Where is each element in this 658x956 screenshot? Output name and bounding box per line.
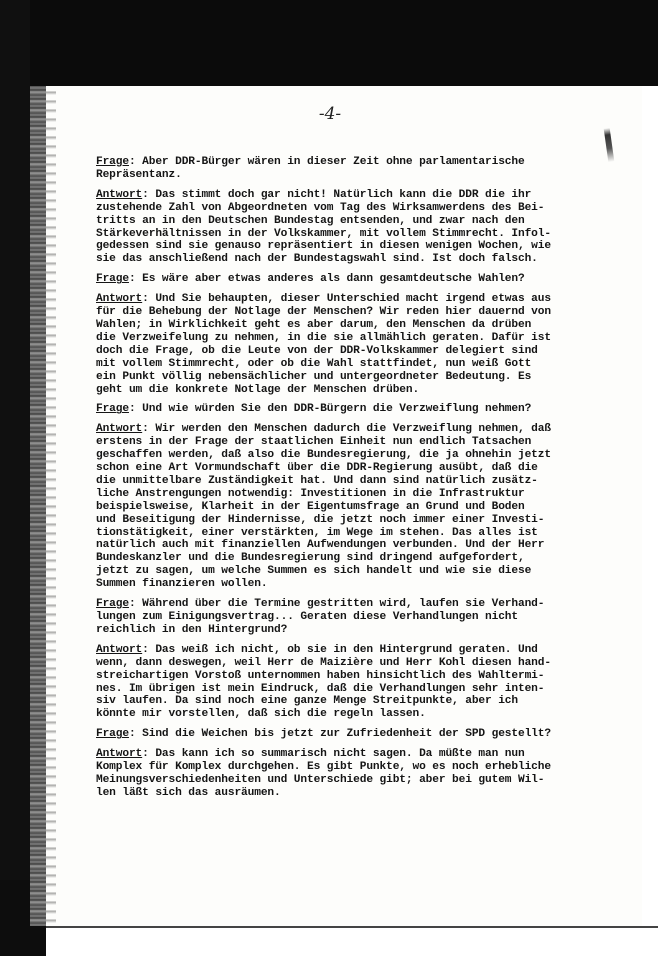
binding-shadow <box>46 86 56 926</box>
text-line <box>96 527 596 540</box>
interview-text <box>96 156 596 807</box>
line-text: gedessen sind sie genauso repräsentiert in diesen wenigen Wochen, wie <box>96 240 551 253</box>
text-line <box>96 403 596 416</box>
line-text: : Es wäre aber etwas anderes als dann gesamtdeutsche Wahlen? <box>128 273 525 286</box>
line-text: nes. Im übrigen ist mein Eindruck, daß die Verhandlungen sehr inten- <box>96 682 545 695</box>
text-line <box>96 475 596 488</box>
line-text: Stärkeverhältnissen in der Volkskammer, mit vollem Stimmrecht. Infol- <box>96 227 551 240</box>
line-text: : Und Sie behaupten, dieser Unterschied macht irgend etwas aus <box>142 293 551 306</box>
speaker-label: Antwort <box>96 293 143 306</box>
line-text: geschaffen werden, daß also die Bundesregierung, die ja ohnehin jetzt <box>96 449 551 462</box>
text-line <box>96 358 596 371</box>
line-text: zustehende Zahl von Abgeordneten vom Tag des Wirksamwerdens des Bei- <box>96 201 545 214</box>
speaker-label: Antwort <box>96 643 143 656</box>
text-line <box>96 657 596 670</box>
line-text: und Beseitigung der Hindernisse, die jetzt noch immer einer Investi- <box>96 513 545 526</box>
line-text: siv laufen. Da sind noch eine ganze Menge Streitpunkte, aber ich <box>96 695 518 708</box>
line-text: reichlich in den Hintergrund? <box>96 623 288 636</box>
text-line <box>96 462 596 475</box>
text-line <box>96 683 596 696</box>
text-line <box>96 345 596 358</box>
line-text: Meinungsverschiedenheiten und Unterschiede gibt; aber bei gutem Wil- <box>96 773 545 786</box>
text-line <box>96 436 596 449</box>
speaker-label: Antwort <box>96 423 143 436</box>
text-line <box>96 774 596 787</box>
text-line <box>96 189 596 202</box>
text-line <box>96 423 596 436</box>
line-text: : Das weiß ich nicht, ob sie in den Hintergrund geraten. Und <box>142 643 538 656</box>
line-text: Wahlen; in Wirklichkeit geht es aber darum, den Menschen da drüben <box>96 318 532 331</box>
question-block <box>96 156 596 182</box>
text-line <box>96 501 596 514</box>
scan-border-left <box>0 0 30 956</box>
text-line <box>96 449 596 462</box>
line-text: : Sind die Weichen bis jetzt zur Zufriedenheit der SPD gestellt? <box>128 728 551 741</box>
text-line <box>96 728 596 741</box>
text-line <box>96 306 596 319</box>
line-text: doch die Frage, ob die Leute von der DDR-Volkskammer delegiert sind <box>96 344 538 357</box>
line-text: liche Anstrengungen notwendig: Investitionen in die Infrastruktur <box>96 487 525 500</box>
text-line <box>96 384 596 397</box>
text-line <box>96 514 596 527</box>
line-text: Bundeskanzler und die Bundesregierung sind dringend aufgefordert, <box>96 552 525 565</box>
answer-block <box>96 423 596 591</box>
question-block <box>96 273 596 286</box>
text-line <box>96 319 596 332</box>
line-text: beispielsweise, Klarheit in der Eigentumsfrage an Grund und Boden <box>96 500 525 513</box>
line-text: Repräsentanz. <box>96 168 182 181</box>
line-text: könnte mir vorstellen, daß sich die regeln lassen. <box>96 708 426 721</box>
line-text: schon eine Art Vormundschaft über die DDR-Regierung ausübt, daß die <box>96 462 538 475</box>
text-line <box>96 169 596 182</box>
text-line <box>96 565 596 578</box>
text-line <box>96 708 596 721</box>
binding-strip <box>30 86 46 926</box>
speaker-label: Antwort <box>96 188 143 201</box>
text-line <box>96 228 596 241</box>
answer-block <box>96 293 596 396</box>
line-text: : Das stimmt doch gar nicht! Natürlich kann die DDR die ihr <box>142 188 532 201</box>
text-line <box>96 293 596 306</box>
page-number: -4- <box>318 104 342 124</box>
line-text: jetzt zu sagen, um welche Summen es sich handelt und wie sie diese <box>96 565 532 578</box>
line-text: geht um die konkrete Notlage der Menschen drüben. <box>96 383 420 396</box>
line-text: Komplex für Komplex durchgehen. Es gibt Punkte, wo es noch erhebliche <box>96 761 551 774</box>
line-text: Summen finanzieren wollen. <box>96 578 268 591</box>
page-bottom-edge <box>46 926 658 928</box>
text-line <box>96 202 596 215</box>
line-text: : Wir werden den Menschen dadurch die Verzweiflung nehmen, daß <box>142 423 551 436</box>
scan-border-top <box>0 0 658 86</box>
question-block <box>96 598 596 637</box>
line-text: : Und wie würden Sie den DDR-Bürgern die Verzweiflung nehmen? <box>128 403 532 416</box>
text-line <box>96 156 596 169</box>
line-text: len läßt sich das ausräumen. <box>96 786 281 799</box>
line-text: : Aber DDR-Bürger wären in dieser Zeit ohne parlamentarische <box>128 156 525 168</box>
line-text: mit vollem Stimmrecht, oder ob die Wahl stattfindet, nun weiß Gott <box>96 357 532 370</box>
question-block <box>96 403 596 416</box>
text-line <box>96 253 596 266</box>
line-text: tritts an in den Deutschen Bundestag entsenden, und zwar nach den <box>96 214 525 227</box>
line-text: tionstätigkeit, einer verstärkten, im Wege im stehen. Das alles ist <box>96 526 538 539</box>
text-line <box>96 787 596 800</box>
line-text: die unmittelbare Zuständigkeit hat. Und dann sind natürlich zusätz- <box>96 474 538 487</box>
line-text: natürlich auch mit finanziellen Aufwendungen verbunden. Und der Herr <box>96 539 545 552</box>
text-line <box>96 624 596 637</box>
text-line <box>96 598 596 611</box>
line-text: für die Behebung der Notlage der Menschen? Wir reden hier dauernd von <box>96 306 551 319</box>
question-block <box>96 728 596 741</box>
text-line <box>96 748 596 761</box>
line-text: wenn, dann deswegen, weil Herr de Maizière und Herr Kohl diesen hand- <box>96 656 551 669</box>
speaker-label: Frage <box>96 728 129 741</box>
line-text: sie das anschließend nach der Bundestagswahl sind. Ist doch falsch. <box>96 253 538 266</box>
text-line <box>96 488 596 501</box>
speaker-label: Frage <box>96 273 129 286</box>
speaker-label: Antwort <box>96 748 143 761</box>
speaker-label: Frage <box>96 598 129 611</box>
line-text: : Während über die Termine gestritten wird, laufen sie Verhand- <box>128 598 545 611</box>
line-text: lungen zum Einigungsvertrag... Geraten diese Verhandlungen nicht <box>96 611 518 623</box>
text-line <box>96 273 596 286</box>
text-line <box>96 644 596 657</box>
text-line <box>96 578 596 591</box>
text-line <box>96 371 596 384</box>
answer-block <box>96 644 596 721</box>
speaker-label: Frage <box>96 403 129 416</box>
line-text: erstens in der Frage der staatlichen Einheit nun endlich Tatsachen <box>96 436 532 449</box>
text-line <box>96 552 596 565</box>
text-line <box>96 761 596 774</box>
text-line <box>96 611 596 624</box>
text-line <box>96 695 596 708</box>
text-line <box>96 240 596 253</box>
answer-block <box>96 748 596 800</box>
line-text: ein Punkt völlig nebensächlicher und untergeordneter Bedeutung. Es <box>96 370 532 383</box>
text-line <box>96 539 596 552</box>
answer-block <box>96 189 596 266</box>
line-text: die Verzweifelung zu nehmen, in die sie allmählich geraten. Dafür ist <box>96 331 551 344</box>
speaker-label: Frage <box>96 156 129 168</box>
line-text: : Das kann ich so summarisch nicht sagen. Da müßte man nun <box>142 748 525 761</box>
line-text: streichartigen Vorstoß unternommen haben hinsichtlich des Wahltermi- <box>96 669 545 682</box>
text-line <box>96 670 596 683</box>
text-line <box>96 215 596 228</box>
text-line <box>96 332 596 345</box>
